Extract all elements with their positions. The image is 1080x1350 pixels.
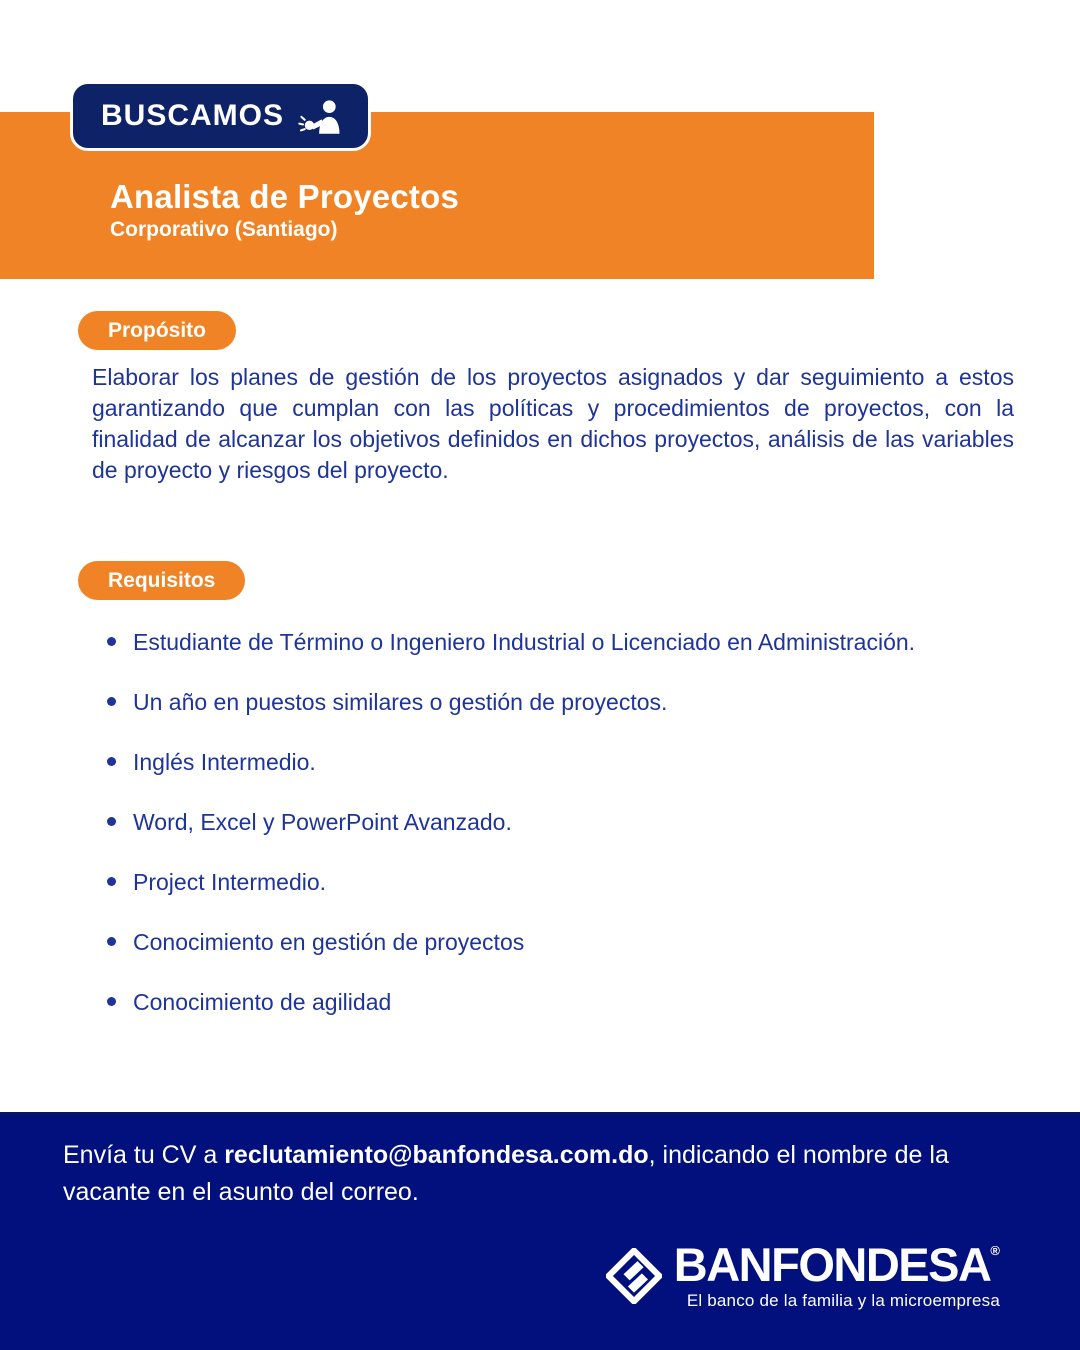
buscamos-label: BUSCAMOS [101,99,285,132]
logo-name: BANFONDESA [673,1238,991,1291]
waving-person-icon [298,97,342,135]
requirements-pill [78,561,245,600]
list-item: Conocimiento en gestión de proyectos [105,928,995,956]
job-title: Analista de Proyectos [110,178,459,215]
logo-wordmark [673,1238,1000,1291]
purpose-paragraph: Elaborar los planes de gestión de los proyectos asignados y dar seguimiento a estos garantizando que cumplan con las políticas y procedimientos de proyectos, con la finalidad de alcanzar los objetivos definidos en dichos proyectos, análisis de las variables de proyecto y riesgos del proyecto. [92,364,1014,483]
requirements-pill-label: Requisitos [108,568,216,592]
banfondesa-logo [606,1238,1000,1311]
diamond-logo-icon [606,1248,662,1304]
logo-text-block [673,1238,1000,1311]
job-subtitle: Corporativo (Santiago) [110,218,338,241]
recruitment-email: reclutamiento@banfondesa.com.do [224,1141,649,1169]
list-item: Un año en puestos similares o gestión de proyectos. [105,688,995,716]
cta-suffix: , indicando el nombre de la vacante en el asunto del correo. [63,1141,949,1206]
footer-band [0,1112,1080,1350]
list-item: Inglés Intermedio. [105,748,995,776]
requirements-list [105,628,995,1048]
logo-tagline: El banco de la familia y la microempresa [686,1291,1000,1310]
list-item: Estudiante de Término o Ingeniero Industrial o Licenciado en Administración. [105,628,995,656]
list-item: Word, Excel y PowerPoint Avanzado. [105,808,995,836]
buscamos-badge [70,81,371,151]
list-item: Conocimiento de agilidad [105,988,995,1016]
purpose-pill-label: Propósito [108,318,206,342]
cta-prefix: Envía tu CV a [63,1141,225,1169]
cta-text [63,1137,1013,1211]
registered-trademark-icon: ® [990,1243,1000,1258]
list-item: Project Intermedio. [105,868,995,896]
purpose-pill [78,311,236,350]
